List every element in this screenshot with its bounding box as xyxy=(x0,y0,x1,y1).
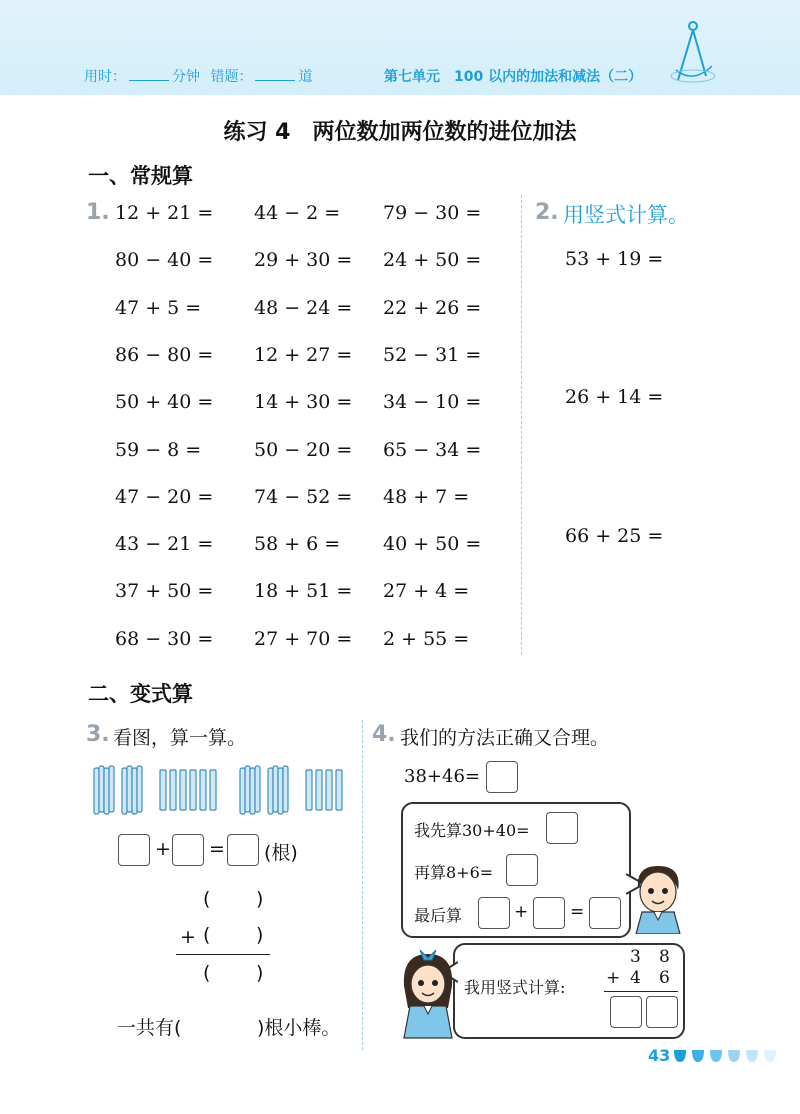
step3-label: 最后算 xyxy=(414,906,463,925)
answer-box[interactable] xyxy=(506,854,538,886)
arithmetic-problem: 34 − 10 = xyxy=(383,391,482,413)
vertical-problem: 26 + 14 = xyxy=(565,386,664,408)
page-number: 43 xyxy=(648,1046,671,1065)
step1-label: 我先算30+40= xyxy=(414,821,530,840)
arithmetic-problem: 18 + 51 = xyxy=(254,580,353,602)
answer-box[interactable] xyxy=(610,996,642,1028)
paren-close: ) xyxy=(256,962,264,984)
page-header xyxy=(0,0,800,100)
unit-title: 第七单元 100 以内的加法和减法（二） xyxy=(384,69,643,85)
arithmetic-problem: 65 − 34 = xyxy=(383,439,482,461)
total-prefix: 一共有( xyxy=(117,1017,182,1039)
vertical-operator: + xyxy=(606,968,621,988)
girl-avatar-icon xyxy=(400,946,456,1042)
section-heading-1: 一、常规算 xyxy=(88,164,193,188)
arithmetic-problem: 40 + 50 = xyxy=(383,533,482,555)
total-suffix: )根小棒。 xyxy=(257,1017,341,1039)
compass-icon xyxy=(668,18,718,88)
arithmetic-problem: 50 − 20 = xyxy=(254,439,353,461)
vertical-digit: 4 xyxy=(630,968,641,988)
unit-label: (根) xyxy=(264,842,298,864)
vertical-line xyxy=(604,991,678,992)
time-label: 用时： xyxy=(84,69,126,85)
answer-box[interactable] xyxy=(646,996,678,1028)
q4-expression: 38+46= xyxy=(404,766,480,787)
time-unit: 分钟 xyxy=(172,69,200,85)
arithmetic-problem: 74 − 52 = xyxy=(254,486,353,508)
errors-label: 错题： xyxy=(210,69,253,85)
section-heading-2: 二、变式算 xyxy=(88,682,193,706)
answer-box[interactable] xyxy=(533,897,565,929)
vertical-problem: 66 + 25 = xyxy=(565,525,664,547)
paren-close: ) xyxy=(256,888,264,910)
arithmetic-problem: 22 + 26 = xyxy=(383,297,482,319)
answer-box[interactable] xyxy=(546,812,578,844)
arithmetic-problem: 27 + 70 = xyxy=(254,628,353,650)
paren-open: ( xyxy=(203,962,211,984)
arithmetic-problem: 29 + 30 = xyxy=(254,249,353,271)
plus-sign: + xyxy=(514,902,529,922)
divider-vertical-2 xyxy=(362,720,363,1050)
paren-open: ( xyxy=(203,924,211,946)
plus-sign: + xyxy=(155,838,171,860)
divider-vertical xyxy=(521,195,522,655)
arithmetic-problem: 27 + 4 = xyxy=(383,580,470,602)
arithmetic-problem: 43 − 21 = xyxy=(115,533,214,555)
arithmetic-problem: 52 − 31 = xyxy=(383,344,482,366)
question-1-number: 1. xyxy=(86,200,110,225)
answer-box[interactable] xyxy=(227,834,259,866)
paren-close: ) xyxy=(256,924,264,946)
question-3-number: 3. xyxy=(86,722,110,747)
vertical-digit: 3 xyxy=(630,947,641,967)
arithmetic-problem: 58 + 6 = xyxy=(254,533,341,555)
arithmetic-problem: 14 + 30 = xyxy=(254,391,353,413)
header-time-errors xyxy=(84,66,312,86)
sticks-illustration xyxy=(92,762,352,818)
arithmetic-problem: 48 − 24 = xyxy=(254,297,353,319)
arithmetic-problem: 12 + 27 = xyxy=(254,344,353,366)
stick-bundle-icon xyxy=(94,766,142,814)
arithmetic-problem: 59 − 8 = xyxy=(115,439,202,461)
question-4-text: 我们的方法正确又合理。 xyxy=(400,727,610,749)
vertical-problem: 53 + 19 = xyxy=(565,248,664,270)
vertical-label: 我用竖式计算: xyxy=(464,978,566,997)
arithmetic-problem: 37 + 50 = xyxy=(115,580,214,602)
answer-box[interactable] xyxy=(589,897,621,929)
arithmetic-problem: 47 − 20 = xyxy=(115,486,214,508)
arithmetic-problem: 47 + 5 = xyxy=(115,297,202,319)
arithmetic-problem: 68 − 30 = xyxy=(115,628,214,650)
page-title: 练习 4 两位数加两位数的进位加法 xyxy=(223,120,577,145)
question-2-number: 2. xyxy=(535,200,559,225)
equals-sign: = xyxy=(209,838,225,860)
step2-label: 再算8+6= xyxy=(414,863,494,882)
question-3-text: 看图，算一算。 xyxy=(113,727,247,749)
answer-box[interactable] xyxy=(118,834,150,866)
arithmetic-problem: 50 + 40 = xyxy=(115,391,214,413)
arithmetic-problem: 44 − 2 = xyxy=(254,202,341,224)
plus-sign: + xyxy=(180,926,196,948)
time-blank xyxy=(129,80,169,81)
paren-open: ( xyxy=(203,888,211,910)
vertical-digit: 8 xyxy=(659,947,670,967)
boy-avatar-icon xyxy=(628,862,690,934)
answer-box[interactable] xyxy=(478,897,510,929)
arithmetic-problem: 86 − 80 = xyxy=(115,344,214,366)
arithmetic-problem: 12 + 21 = xyxy=(115,202,214,224)
arithmetic-problem: 79 − 30 = xyxy=(383,202,482,224)
footer-decoration-icon xyxy=(672,1048,792,1064)
answer-box[interactable] xyxy=(486,761,518,793)
vertical-digit: 6 xyxy=(659,968,670,988)
answer-box[interactable] xyxy=(172,834,204,866)
arithmetic-problem: 80 − 40 = xyxy=(115,249,214,271)
arithmetic-problem: 24 + 50 = xyxy=(383,249,482,271)
vertical-line xyxy=(176,954,270,955)
equals-sign: = xyxy=(570,902,585,922)
arithmetic-problem: 2 + 55 = xyxy=(383,628,470,650)
errors-unit: 道 xyxy=(298,69,313,85)
errors-blank xyxy=(255,80,295,81)
question-2-text: 用竖式计算。 xyxy=(563,203,689,227)
question-4-number: 4. xyxy=(372,722,396,747)
arithmetic-problem: 48 + 7 = xyxy=(383,486,470,508)
